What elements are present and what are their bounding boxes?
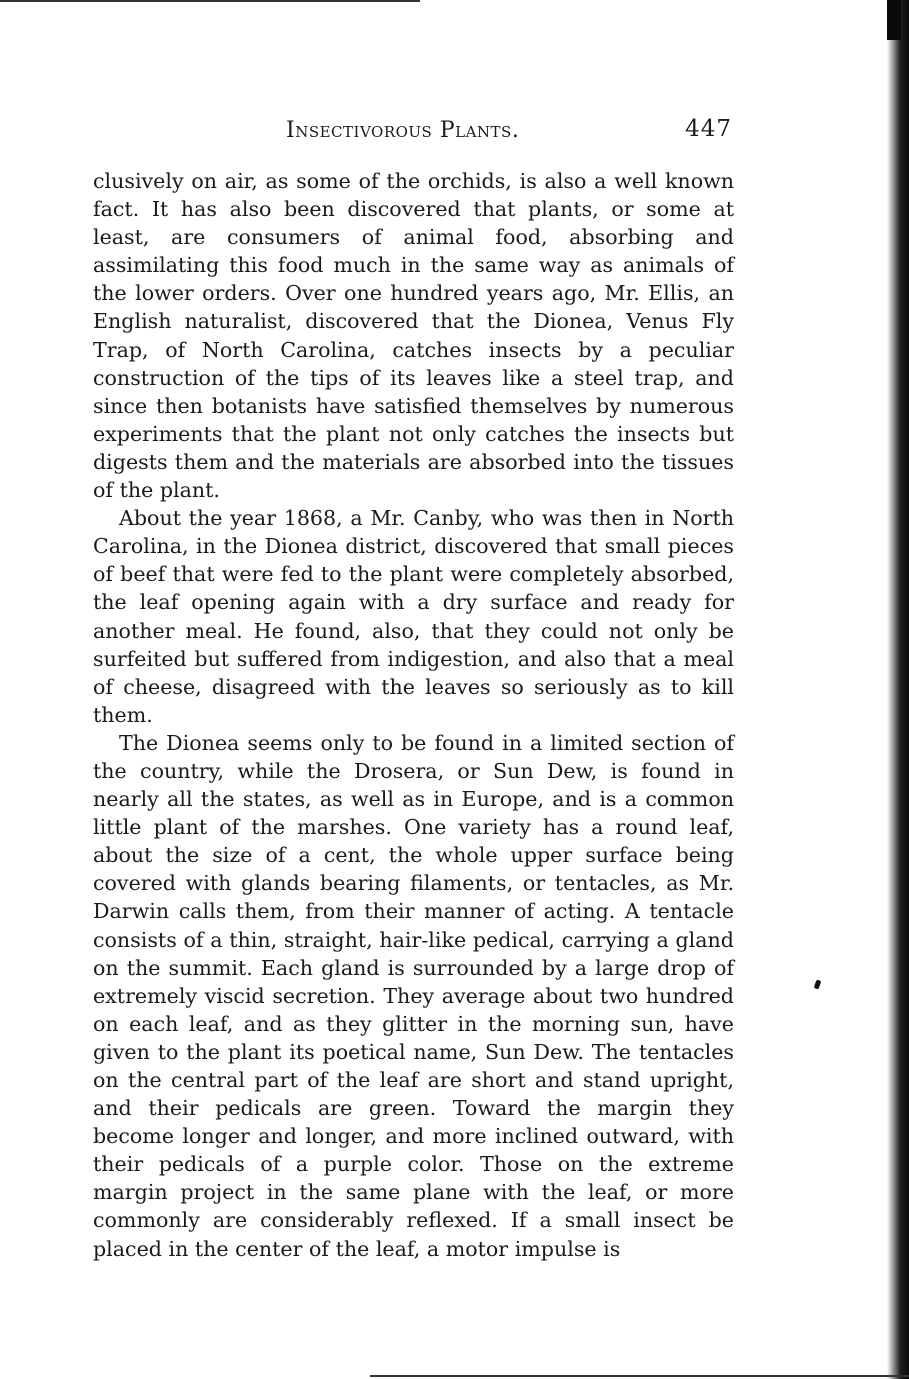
running-head: Insectivorous Plants. <box>286 118 520 143</box>
ink-speck <box>814 979 822 989</box>
page-header <box>92 116 732 148</box>
page-binding-edge <box>887 0 909 1379</box>
top-edge-rule <box>0 0 420 2</box>
page-binding-notch <box>887 0 901 40</box>
paragraph-2: About the year 1868, a Mr. Canby, who was then in North Carolina, in the Dionea district, discovered that small pieces of beef that were fed to the plant were completely absorbed, the leaf opening again with a dry surface and ready for another meal. He found, also, that they could not only be surfeited but suffered from indigestion, and also that a meal of cheese, disagreed with the leaves so seriously as to kill them. <box>93 506 734 727</box>
bottom-edge-rule <box>370 1375 909 1377</box>
page-number: 447 <box>685 116 732 142</box>
body-text <box>93 167 734 1263</box>
paragraph-3: The Dionea seems only to be found in a limited section of the country, while the Drosera, or Sun Dew, is found in nearly all the states, as well as in Europe, and is a common little plant of the marshes. One variety has a round leaf, about the size of a cent, the whole upper surface being covered with glands bearing filaments, or tentacles, as Mr. Darwin calls them, from their manner of acting. A tentacle consists of a thin, straight, hair-like pedical, carrying a gland on the summit. Each gland is surrounded by a large drop of extremely viscid secretion. They average about two hundred on each leaf, and as they glitter in the morning sun, have given to the plant its poetical name, Sun Dew. The tentacles on the central part of the leaf are short and stand upright, and their pedicals are green. Toward the margin they become longer and longer, and more inclined outward, with their pedicals of a purple color. Those on the extreme margin project in the same plane with the leaf, or more commonly are considerably reflexed. If a small insect be placed in the center of the leaf, a motor impulse is <box>93 730 734 1261</box>
paragraph-1: clusively on air, as some of the orchids, is also a well known fact. It has also been discovered that plants, or some at least, are consumers of animal food, absorbing and assimilating this food much in the same way as animals of the lower orders. Over one hundred years ago, Mr. Ellis, an English naturalist, discovered that the Dionea, Venus Fly Trap, of North Carolina, catches insects by a peculiar construction of the tips of its leaves like a steel trap, and since then botanists have satisfied themselves by numerous experiments that the plant not only catches the insects but digests them and the materials are absorbed into the tissues of the plant. <box>93 169 734 503</box>
